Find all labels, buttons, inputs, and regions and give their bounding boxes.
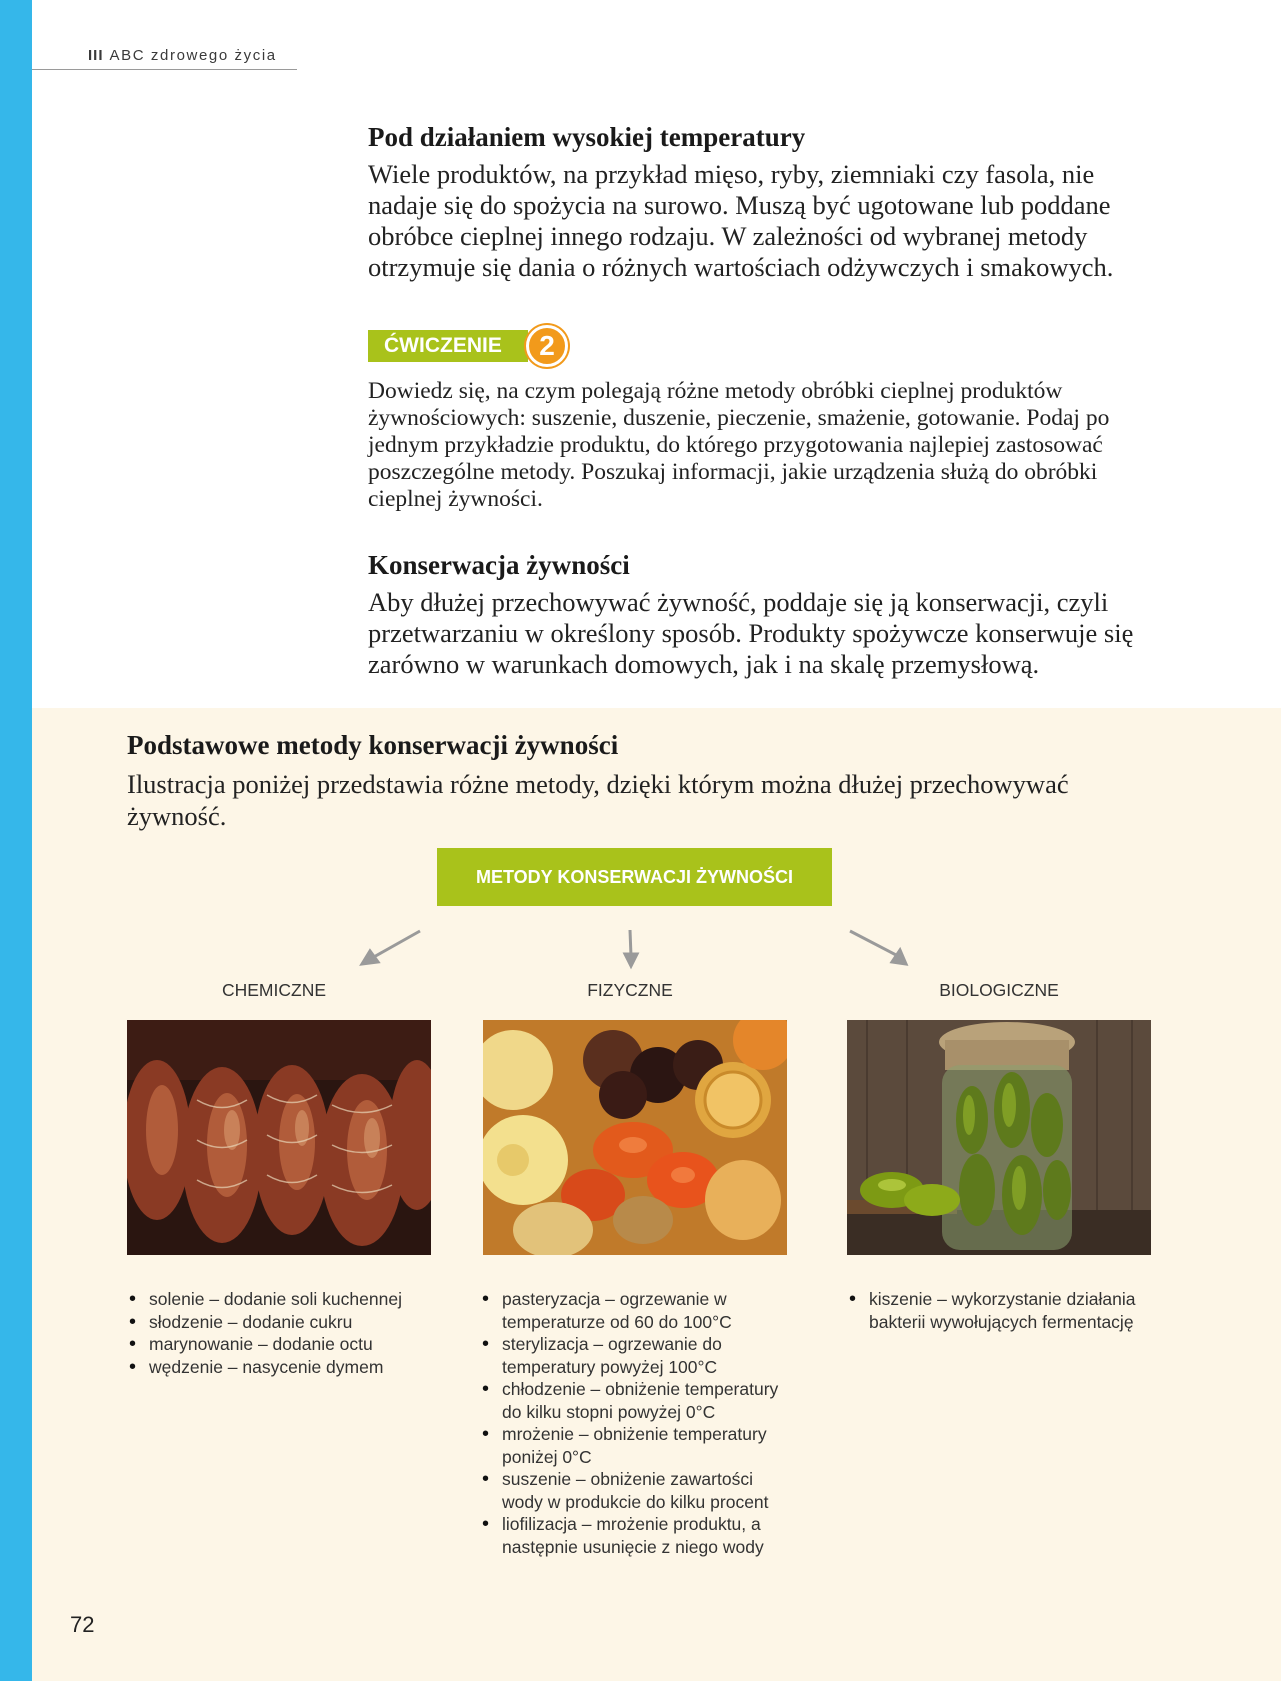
list-item: • sterylizacja – ogrzewanie do temperatury powyżej 100°C bbox=[480, 1333, 792, 1378]
diagram-arrows bbox=[350, 920, 920, 970]
page-number: 72 bbox=[70, 1612, 95, 1637]
chapter-title: ABC zdrowego życia bbox=[109, 47, 277, 64]
section-text: Wiele produktów, na przykład mięso, ryby, ziemniaki czy fasola, nie nadaje się do spożycia na surowo. Muszą być ugotowane lub poddane obróbce cieplnej innego rodzaju. W zależności od wybranej metody otrzymuje się dania o różnych wartościach odżywczych i smakowych. bbox=[368, 159, 1114, 282]
section-title: Pod działaniem wysokiej temperatury bbox=[368, 122, 806, 152]
arrow-right-head bbox=[892, 950, 906, 964]
list-item: • słodzenie – dodanie cukru bbox=[127, 1311, 437, 1334]
smoked-meat-photo bbox=[127, 1020, 431, 1255]
list-item: • pasteryzacja – ogrzewanie w temperaturze od 60 do 100°C bbox=[480, 1288, 792, 1333]
arrow-left-head bbox=[362, 951, 378, 964]
box-text: Ilustracja poniżej przedstawia różne metody, dzięki którym można dłużej przechowywać żywność. bbox=[127, 769, 1069, 831]
list-item: • mrożenie – obniżenie temperatury poniżej 0°C bbox=[480, 1423, 792, 1468]
biological-methods-list bbox=[847, 1288, 1167, 1333]
chapter-marker: III bbox=[88, 47, 104, 64]
dried-fruits-photo bbox=[483, 1020, 787, 1255]
list-item: • marynowanie – dodanie octu bbox=[127, 1333, 437, 1356]
arrow-middle-head bbox=[625, 954, 637, 966]
running-head bbox=[88, 47, 277, 64]
box-title: Podstawowe metody konserwacji żywności bbox=[127, 730, 619, 760]
category-physical: FIZYCZNE bbox=[587, 980, 673, 1000]
pickles-jar-photo bbox=[847, 1020, 1151, 1255]
list-item: • chłodzenie – obniżenie temperatury do kilku stopni powyżej 0°C bbox=[480, 1378, 792, 1423]
arrow-middle bbox=[630, 930, 631, 956]
list-item: • solenie – dodanie soli kuchennej bbox=[127, 1288, 437, 1311]
diagram-title-box: METODY KONSERWACJI ŻYWNOŚCI bbox=[437, 848, 832, 906]
list-item: • kiszenie – wykorzystanie działania bakterii wywołujących fermentację bbox=[847, 1288, 1167, 1333]
section-text: Aby dłużej przechowywać żywność, poddaje się ją konserwacji, czyli przetwarzaniu w określony sposób. Produkty spożywcze konserwuje się zarówno w warunkach domowych, jak i na skalę przemysłową. bbox=[368, 587, 1134, 679]
arrow-right bbox=[850, 931, 898, 956]
physical-methods-list bbox=[480, 1288, 792, 1558]
exercise-number-badge: 2 bbox=[526, 325, 568, 367]
exercise-tag: ĆWICZENIE bbox=[368, 330, 528, 362]
exercise-body bbox=[368, 378, 1158, 513]
chemical-methods-list bbox=[127, 1288, 437, 1378]
list-item: • wędzenie – nasycenie dymem bbox=[127, 1356, 437, 1379]
section-food-preservation bbox=[368, 550, 1158, 680]
section-high-temperature bbox=[368, 122, 1158, 283]
header-rule bbox=[32, 69, 297, 70]
page-edge-bar bbox=[0, 0, 32, 1681]
category-chemical: CHEMICZNE bbox=[221, 980, 327, 1000]
arrow-left bbox=[372, 931, 420, 958]
exercise-text: Dowiedz się, na czym polegają różne metody obróbki cieplnej produktów żywnościowych: suszenie, duszenie, pieczenie, smażenie, gotowanie. Podaj po jednym przykładzie produktu, do którego przygotowania najlepiej zastosować poszczególne metody. Poszukaj informacji, jakie urządzenia służą do obróbki cieplnej żywności. bbox=[368, 378, 1110, 512]
section-title: Konserwacja żywności bbox=[368, 550, 630, 580]
list-item: • liofilizacja – mrożenie produktu, a następnie usunięcie z niego wody bbox=[480, 1513, 792, 1558]
list-item: • suszenie – obniżenie zawartości wody w produkcie do kilku procent bbox=[480, 1468, 792, 1513]
category-biological: BIOLOGICZNE bbox=[939, 980, 1059, 1000]
